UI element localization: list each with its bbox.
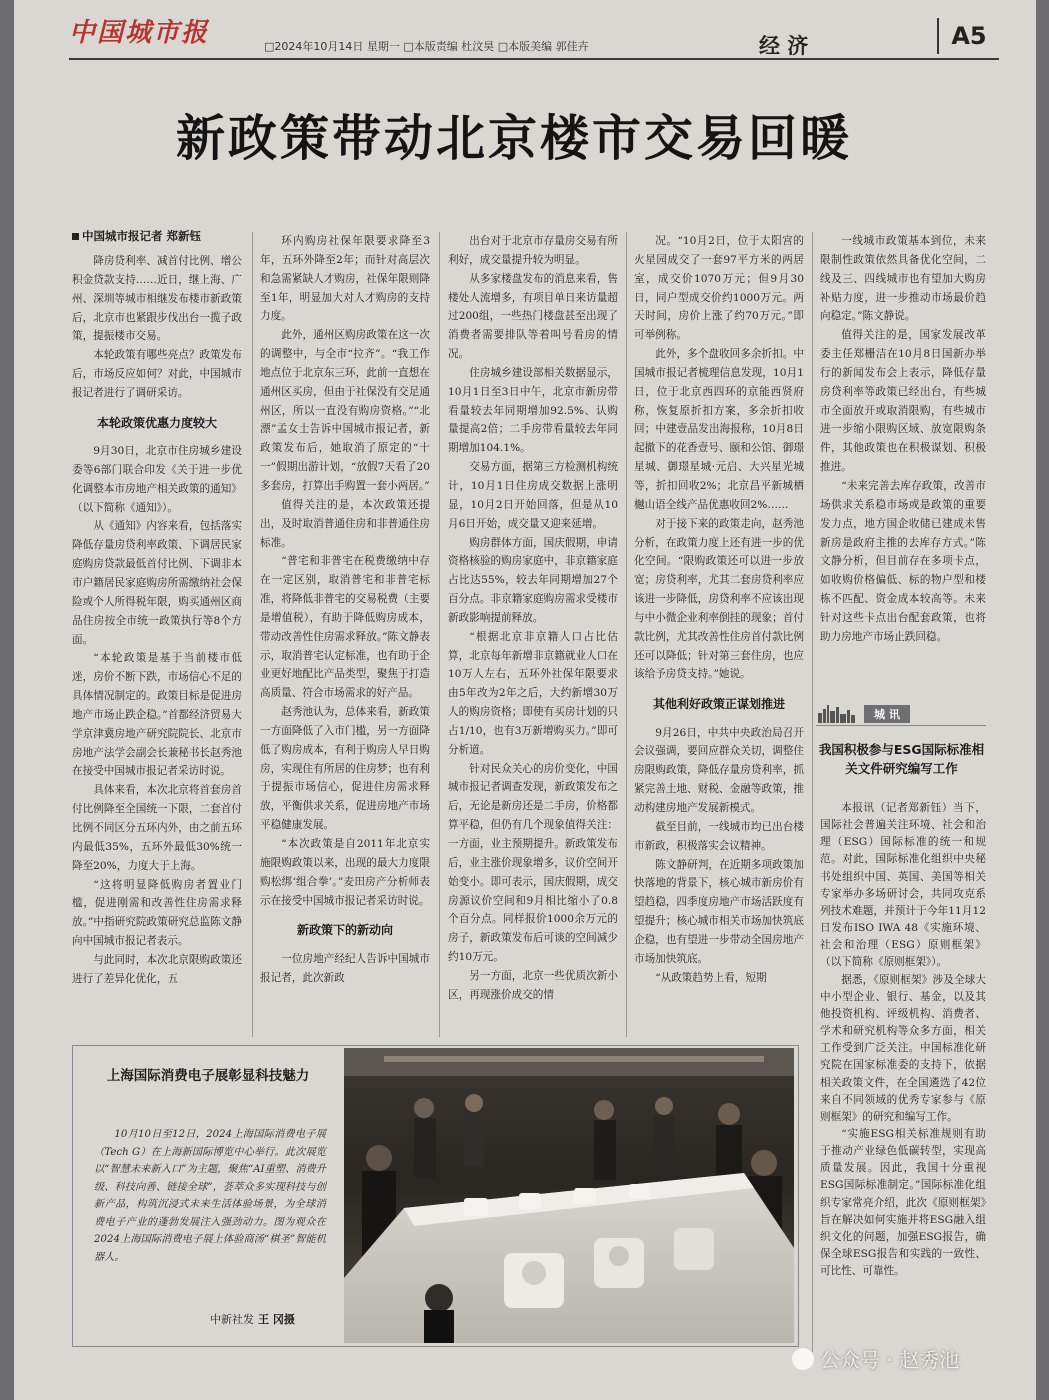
page-number: A5 (937, 18, 999, 54)
photo-news-title: 上海国际消费电子展彰显科技魅力 (106, 1068, 310, 1084)
paragraph: “本轮政策是基于当前楼市低迷，房价不断下跌，市场信心不足的具体情况制定的。政策目标是促进房地产市场止跌企稳。”首都经济贸易大学京津冀房地产研究院院长、北京市房地产法学会副会长兼秘书长赵秀池在接受中国城市报记者采访时说。 (72, 652, 242, 778)
paragraph: 针对民众关心的房价变化，中国城市报记者调查发现，新政策发布之后，无论是新房还是二手房，价格都算平稳，但仍有几个现象值得关注：一方面，业主预期提升。新政策发布后，业主涨价现象增多，议价空间开始变小。即可表示，国庆假期，成交房源议价空间和9月相比缩小了0.8个百分点。同样报价1000余万元的房子，新政策发布后可谈的空间减少约10万元。 (448, 762, 618, 964)
article-column-1 (72, 252, 242, 1042)
dateline: □2024年10月14日 星期一 □本版责编 杜汶昊 □本版美编 郭佳卉 (264, 40, 589, 53)
paragraph: 本报讯（记者郑新钰）当下，国际社会普遍关注环境、社会和治理（ESG）国际标准的统一和规范。对此，国际标准化组织中央秘书处组织中国、英国、美国等相关专家举办多场研讨会，共同攻克系列技术难题，并预计于今年11月12日发布ISO IWA 48《实施环境、社会和治理（ESG）原则框架》（以下简称《原则框架》）。 (820, 802, 986, 969)
paragraph: “未来完善去库存政策，改善市场供求关系稳市场或是政策的重要发力点，地方国企收储已建成未售新房是政府主推的去库存方式。”陈文静分析，但目前存在多项卡点，如收购价格偏低、标的物户型和楼栋不匹配、资金成本较高等。未来针对这些卡点出台配套政策，也将助力房地产市场止跌回稳。 (820, 479, 986, 643)
paragraph: 值得关注的是，国家发展改革委主任郑栅洁在10月8日国新办举行的新闻发布会上表示，降低存量房贷利率等政策已经出台，有些城市全面放开或取消限购，有些城市进一步缩小限购区域、放宽限购条件，其他政策也在积极谋划、积极推进。 (820, 329, 986, 474)
paragraph: 另一方面，北京一些优质次新小区，再现涨价成交的情 (448, 969, 618, 1001)
byline (72, 228, 201, 244)
paragraph: 此外，多个盘收回多余折扣。中国城市报记者梳理信息发现，10月1日，位于北京西四环的京能西贤府称，恢复原折扣方案，多余折扣收回；中建壹品发出海报称，10月8日起撤下的花香壹号、颐和公馆、御璟星城、御璟星城·元启、大兴星光城等，折扣回收2%；北京昌平新城栖樾山语全线产品优惠收回2%…… (634, 348, 804, 511)
expo-photo (344, 1048, 794, 1343)
headline: 新政策带动北京楼市交易回暖 (175, 109, 852, 167)
paragraph: 9月30日，北京市住房城乡建设委等6部门联合印发《关于进一步优化调整本市房地产相关政策的通知》（以下简称《通知》）。 (72, 445, 242, 514)
paragraph: “实施ESG相关标准规则有助于推动产业绿色低碳转型，实现高质量发展。因此，我国十分重视ESG国际标准制定。”国际标准化组织专家常亮介绍，此次《原则框架》旨在解决如何实施并将ESG融入组织文化的问题，加强ESG报告，确保全球ESG报告和实践的一致性、可比性、可靠性。 (820, 1127, 986, 1278)
column-divider (252, 232, 253, 1037)
paragraph: “从政策趋势上看，短期 (655, 971, 767, 984)
column-divider (812, 232, 813, 1352)
subheading: 本轮政策优惠力度较大 (96, 415, 217, 430)
article-column-3 (448, 232, 618, 1042)
watermark-text: 公众号 · 赵秀池 (820, 1348, 960, 1372)
paragraph: “本次政策是自2011年北京实施限购政策以来，出现的最大力度限购松绑‘组合拳’。”麦田房产分析师表示在接受中国城市报记者采访时说。 (260, 838, 430, 907)
paragraph: 从《通知》内容来看，包括落实降低存量房贷利率政策、下调居民家庭购房贷款最低首付比例、下调非本市户籍居民家庭购房所需缴纳社会保险或个人所得税年限，购买通州区商品住房按全市统一政策执行等8个方面。 (72, 520, 242, 646)
wechat-watermark (792, 1344, 959, 1373)
paragraph: 一线城市政策基本到位，未来限制性政策依然具备优化空间，二线及三、四线城市也有望加大购房补贴力度，进一步推动市场最价趋向稳定。”陈文静说。 (820, 235, 986, 323)
masthead (69, 8, 999, 60)
paragraph: 本轮政策有哪些亮点？政策发布后，市场反应如何？对此，中国城市报记者进行了调研采访。 (72, 349, 242, 399)
paragraph: 据悉，《原则框架》涉及全球大中小型企业、银行、基金，以及其他投资机构、评级机构、消费者、学术和研究机构等众多方面，相关工作受到广泛关注。中国标准化研究院在国家标准委的支持下，依据相关政策文件，在全国遴选了42位来自不同领域的优秀专家参与《原则框架》的研究和编写工作。 (820, 973, 986, 1123)
paragraph: 9月26日，中共中央政治局召开会议强调，要回应群众关切，调整住房限购政策，降低存量房贷利率，抓紧完善土地、财税、金融等政策，推动构建房地产发展新模式。 (634, 726, 804, 814)
paragraph: “这将明显降低购房者置业门槛，促进刚需和改善性住房需求释放。”中指研究院政策研究总监陈文静向中国城市报记者表示。 (72, 878, 242, 948)
paragraph: 截至目前，一线城市均已出台楼市新政，积极落实会议精神。 (634, 820, 804, 852)
article-column-5 (820, 232, 986, 692)
newspaper-logo: 中国城市报 (69, 18, 210, 48)
paragraph: 出台对于北京市存量房交易有所利好，成交量提升较为明显。 (448, 235, 618, 266)
subheading: 其他利好政策正谋划推进 (652, 697, 785, 712)
paragraph: 住房城乡建设部相关数据显示，10月1日至3日中午，北京市新房带看量较去年同期增加92.5%、认购量提高2倍；二手房带看量较去年同期增加104.1%。 (448, 366, 618, 455)
paragraph: 从多家楼盘发布的消息来看，售楼处人流增多，有项目单日来访量超过200组，一些热门楼盘甚至出现了消费者需要排队等着叫号看房的情况。 (448, 272, 618, 361)
news-brief-title: 我国积极参与ESG国际标准相关文件研究编写工作 (818, 742, 985, 777)
expo-photo-image (344, 1048, 794, 1343)
paragraph: 值得关注的是，本次政策还提出，及时取消普通住房和非普通住房标准。 (260, 498, 430, 549)
news-brief-body (820, 800, 986, 1350)
paragraph: 购房群体方面，国庆假期，申请资格核验的购房家庭中，非京籍家庭占比达55%，较去年同期增加27个百分点。非京籍家庭购房需求受楼市新政影响提前释放。 (448, 536, 618, 624)
byline-square-icon (72, 233, 79, 240)
paragraph: 对于接下来的政策走向，赵秀池分析，在政策力度上还有进一步的优化空间。“限购政策还可以进一步放宽；房贷利率，尤其二套房贷利率应该进一步降低，房贷利率不应该出现与中小微企业利率倒挂的现象；首付款比例，尤其改善性住房首付款比例还可以降低；针对第三套住房，也应该给予房贷支持。”她说。 (634, 517, 804, 681)
photo-credit (210, 1311, 295, 1327)
subheading: 新政策下的新动向 (296, 923, 393, 938)
paragraph: 具体来看，本次北京将首套房首付比例降至全国统一下限，二套首付比例不同区分五环内外，由之前五环内最低35%，五环外最低30%统一降至20%，力度大于上海。 (72, 784, 242, 872)
paragraph: 降房贷利率、减首付比例、增公积金贷款支持……近日，继上海、广州、深圳等城市相继发布楼市新政策后，北京市也紧跟步伐出台一揽子政策，提振楼市交易。 (72, 255, 242, 343)
news-brief-label: 城 讯 (864, 705, 910, 723)
paragraph: 赵秀池认为，总体来看，新政策一方面降低了入市门槛，另一方面降低了购房成本，有利于购房人早日购房，实现住有所居的住房梦；也有利于提振市场信心，促进住房需求释放，平衡供求关系，促进房地产市场平稳健康发展。 (260, 706, 430, 832)
section-name: 经 济 (759, 34, 809, 58)
city-skyline-icon (816, 703, 856, 723)
photo-credit-name: 王 冈摄 (258, 1313, 295, 1326)
paragraph: 况。“10月2日，位于太阳宫的火星园成交了一套97平方米的两居室，成交价1070万元；但9月30日，同户型成交价约1000万元。两天时间，房价上涨了约70万元。”即可举例称。 (634, 235, 804, 342)
photo-news-caption (94, 1126, 326, 1266)
column-divider (626, 232, 627, 1037)
paragraph: “根据北京非京籍人口占比估算，北京每年新增非京籍就业人口在10万人左右，五环外社保年限要求由5年改为2年之后，大约新增30万人的购房资格；即使有买房计划的只占1/10，也有3万新增购买力。”即可分析道。 (448, 630, 618, 756)
byline-text: 中国城市报记者 郑新钰 (82, 229, 202, 243)
news-brief-tag (816, 699, 986, 726)
paragraph: 与此同时，本次北京限购政策还进行了差异化优化，五 (72, 953, 242, 985)
column-divider (439, 232, 440, 1037)
paragraph: “普宅和非普宅在税费缴纳中存在一定区别，取消普宅和非普宅标准，将降低非普宅的交易税费（主要是增值税），有助于降低购房成本，带动改善性住房需求释放。”陈文静表示，取消普宅认定标准，也有助于企业更好地配比产品类型，聚焦于打造高质量、符合市场需求的好产品。 (260, 555, 430, 700)
paragraph: 此外，通州区购房政策在这一次的调整中，与全市“拉齐”。“我工作地点位于北京东三环，此前一直想在通州区买房，但由于社保没有交足通州区，所以一直没有购房资格。”“北漂”孟女士告诉中国城市报记者，新政策发布后，她取消了原定的“十一”假期出游计划，“放假7天看了20多套房，打算出手购置一套小两居。” (260, 329, 430, 492)
paragraph: 陈文静研判，在近期多项政策加快落地的背景下，核心城市新房价有望趋稳，四季度房地产市场活跃度有望提升；核心城市相关市场加快筑底企稳，也有望进一步带动全国房地产市场加快筑底。 (634, 858, 804, 965)
caption-text: 10月10日至12日，2024上海国际消费电子展（Tech G）在上海新国际博览中心举行。此次展览以“智慧未来新入口”为主题，聚焦“AI重塑、消费升级、科技向善、链接全球”，荟萃众多实现科技与创新产品，构筑沉浸式未来生活体验场景，为全球消费电子产业的蓬勃发展注入强劲动力。图为观众在2024上海国际消费电子展上体验商汤“棋圣”智能机器人。 (94, 1129, 326, 1263)
paragraph: 一位房地产经纪人告诉中国城市报记者，此次新政 (260, 952, 430, 984)
newspaper-page (14, 0, 1036, 1400)
paragraph: 交易方面，据第三方检测机构统计，10月1日住房成交数据上涨明显，10月2日开始回落，但是从10月6日开始，成交量又迎来延增。 (448, 461, 618, 530)
paragraph: 环内购房社保年限要求降至3年，五环外降至2年；而针对高层次和急需紧缺人才购房，社保年限则降至1年，明显加大对人才购房的支持力度。 (260, 235, 430, 323)
wechat-account-icon (792, 1348, 814, 1370)
photo-credit-source: 中新社发 (210, 1313, 254, 1326)
article-column-2 (260, 232, 430, 1042)
article-column-4 (634, 232, 804, 1042)
